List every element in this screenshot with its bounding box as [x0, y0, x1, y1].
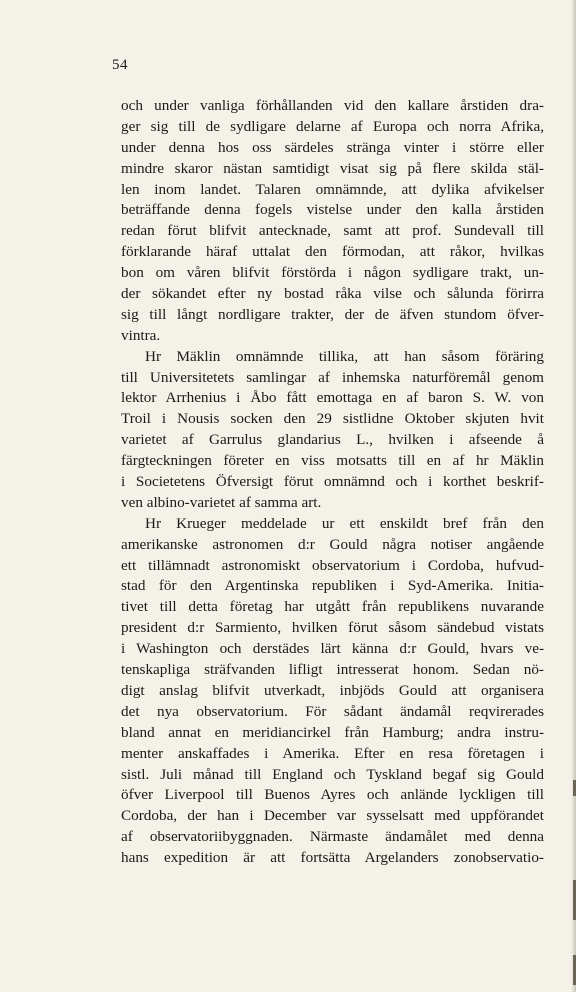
text-line: mindre skaror nästan samtidigt visat sig på flere skilda stäl- — [121, 159, 544, 177]
text-line: förklarande häraf uttalat den förmodan, att råkor, hvilkas — [121, 243, 544, 261]
text-line: Cordoba, der han i December var sysselsatt med uppförandet — [121, 807, 544, 825]
text-line: president d:r Sarmiento, hvilken förut såsom sändebud vistats — [121, 619, 544, 637]
paragraph-start-line: Hr Krueger meddelade ur ett enskildt bref från den — [145, 514, 544, 532]
text-line: sistl. Juli månad till England och Tyskland begaf sig Gould — [121, 765, 544, 783]
text-line: Troil i Nousis socken den 29 sistlidne Oktober skjuten hvit — [121, 410, 544, 428]
text-line: der sökandet efter ny bostad råka vilse och sålunda förirra — [121, 285, 544, 303]
text-line: tivet till detta företag har utgått från republikens nuvarande — [121, 598, 544, 616]
text-line: hans expedition är att fortsätta Argelanders zonobservatio- — [121, 849, 544, 867]
page-edge — [571, 0, 576, 992]
text-line: lektor Arrhenius i Åbo fått emottaga en af baron S. W. von — [121, 389, 544, 407]
text-line: ger sig till de sydligare delarne af Europa och norra Afrika, — [121, 117, 544, 135]
text-line: redan förut blifvit antecknade, samt att prof. Sundevall till — [121, 222, 544, 240]
text-line: det nya observatorium. För sådant ändamål reqvirerades — [121, 702, 544, 720]
text-line: ven albino-varietet af samma art. — [121, 493, 322, 511]
text-line: bland annat en meridiancirkel från Hamburg; andra instru- — [121, 723, 544, 741]
text-line: menter anskaffades i Amerika. Efter en resa företagen i — [121, 744, 544, 762]
text-line: i Societetens Öfversigt förut omnämnd och i korthet beskrif- — [121, 473, 544, 491]
paragraph-start-line: Hr Mäklin omnämnde tillika, att han såsom föräring — [145, 347, 544, 365]
body-text — [121, 96, 544, 869]
text-line: till Universitetets samlingar af inhemska naturföremål genom — [121, 368, 544, 386]
text-line: vintra. — [121, 326, 161, 344]
text-line: och under vanliga förhållanden vid den kallare årstiden dra- — [121, 97, 544, 114]
text-line: färgteckningen företer en viss motsatts till en af hr Mäklin — [121, 452, 544, 470]
text-line: sig till långt nordligare trakter, der de äfven stundom öfver- — [121, 305, 544, 323]
page-number: 54 — [112, 57, 128, 73]
text-line: stad för den Argentinska republiken i Syd-Amerika. Initia- — [121, 577, 544, 595]
text-line: tenskapliga sträfvanden lifligt intresserat honom. Sedan nö- — [121, 661, 544, 679]
text-line: varietet af Garrulus glandarius L., hvilken i afseende å — [121, 431, 544, 449]
text-line: bon om våren blifvit förstörda i någon sydligare trakt, un- — [121, 264, 544, 282]
text-line: ett tillämnadt astronomiskt observatorium i Cordoba, hufvud- — [121, 556, 544, 574]
text-line: len inom landet. Talaren omnämnde, att dylika afvikelser — [121, 180, 544, 198]
text-line: amerikanske astronomen d:r Gould några notiser angående — [121, 535, 544, 553]
text-line: digt anslag blifvit utverkadt, inbjöds Gould att organisera — [121, 681, 544, 699]
text-line: beträffande denna fogels vistelse under den kalla årstiden — [121, 201, 544, 219]
text-line: under denna hos oss särdeles stränga vinter i större eller — [121, 138, 544, 156]
text-line: öfver Liverpool till Buenos Ayres och anlände lyckligen till — [121, 786, 544, 804]
text-line: af observatoriibyggnaden. Närmaste ändamålet med denna — [121, 828, 544, 846]
text-line: i Washington och derstädes lärt känna d:r Gould, hvars ve- — [121, 640, 544, 658]
